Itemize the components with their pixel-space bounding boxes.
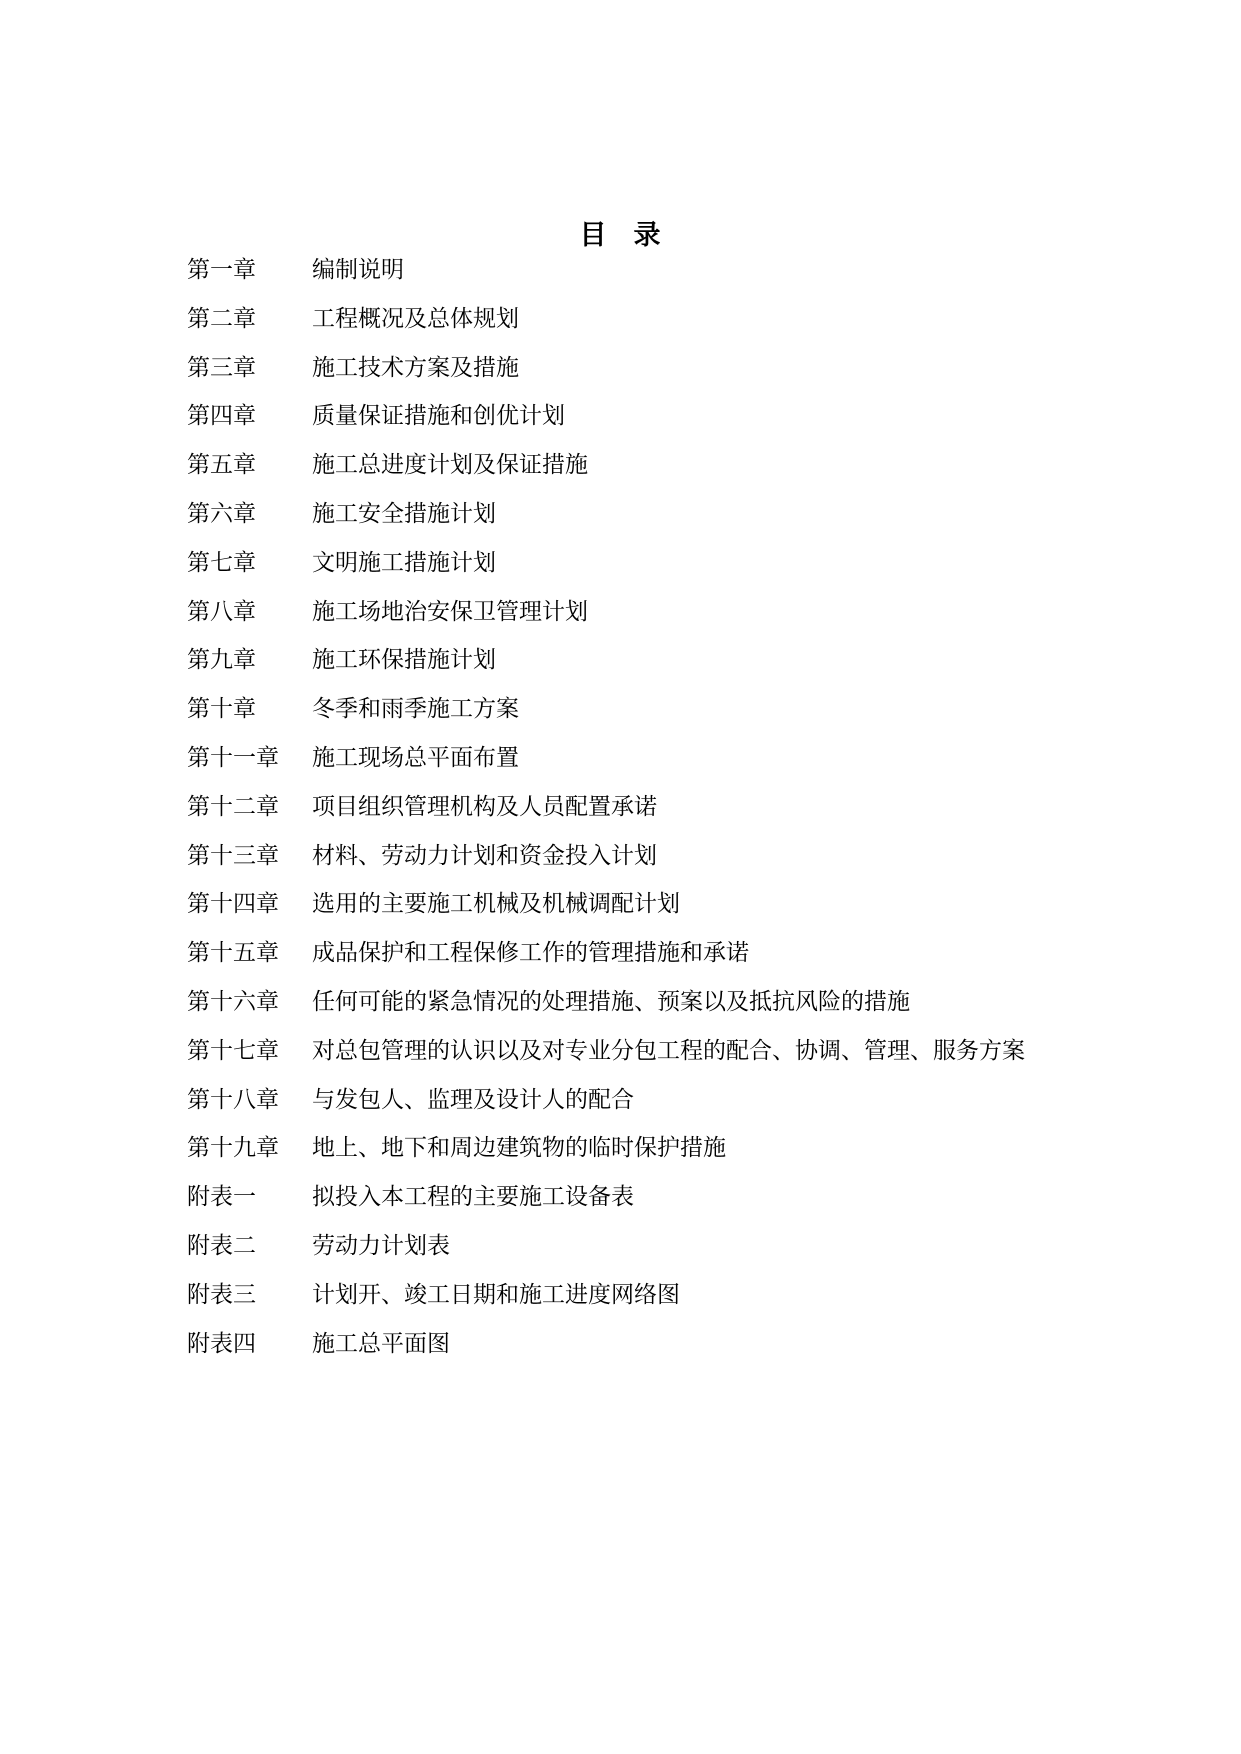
- toc-entry-number: 第六章: [187, 500, 256, 527]
- toc-entry-title: 编制说明: [312, 257, 404, 283]
- toc-entry-title: 选用的主要施工机械及机械调配计划: [312, 891, 680, 918]
- toc-entry-title: 施工总进度计划及保证措施: [312, 452, 588, 479]
- toc-entry-number: 第四章: [187, 403, 256, 430]
- toc-entry-number: 第十三章: [187, 842, 279, 869]
- toc-entry-number: 第十五章: [187, 940, 279, 967]
- toc-entry: [187, 933, 1147, 982]
- toc-entry: [187, 640, 1147, 689]
- toc-entry-title: 计划开、竣工日期和施工进度网络图: [312, 1281, 680, 1308]
- toc-entry-title: 工程概况及总体规划: [312, 305, 519, 332]
- toc-entry: [187, 494, 1147, 543]
- toc-entry: [187, 1031, 1147, 1080]
- toc-entry-title: 材料、劳动力计划和资金投入计划: [312, 842, 657, 869]
- toc-entry: [187, 445, 1147, 494]
- toc-entry-number: 附表三: [187, 1281, 256, 1308]
- toc-entry-title: 成品保护和工程保修工作的管理措施和承诺: [312, 940, 749, 967]
- toc-entry: [187, 1177, 1147, 1226]
- toc-entry-number: 第九章: [187, 647, 256, 674]
- toc-entry-title: 劳动力计划表: [312, 1232, 450, 1259]
- toc-entry-title: 施工环保措施计划: [312, 647, 496, 674]
- toc-entry-title: 质量保证措施和创优计划: [312, 403, 565, 430]
- toc-entry: [187, 1128, 1147, 1177]
- toc-entry-title: 施工场地治安保卫管理计划: [312, 598, 588, 625]
- toc-entry: [187, 348, 1147, 397]
- toc-title-right: 录: [633, 220, 662, 251]
- toc-entry-number: 第十八章: [187, 1086, 279, 1113]
- toc-entry: [187, 1275, 1147, 1324]
- toc-list: [187, 250, 1147, 1372]
- toc-entry-title: 文明施工措施计划: [312, 549, 496, 576]
- toc-entry: [187, 884, 1147, 933]
- toc-entry-number: 附表一: [187, 1184, 256, 1211]
- toc-entry-number: 第十一章: [187, 744, 279, 771]
- toc-entry: [187, 836, 1147, 885]
- toc-entry: [187, 1080, 1147, 1129]
- toc-entry: [187, 250, 1147, 299]
- toc-entry: [187, 1324, 1147, 1373]
- toc-entry-number: 第十四章: [187, 891, 279, 918]
- toc-entry: [187, 543, 1147, 592]
- toc-entry-title: 冬季和雨季施工方案: [312, 696, 519, 723]
- toc-entry-number: 第二章: [187, 305, 256, 332]
- toc-entry-number: 第十二章: [187, 793, 279, 820]
- toc-entry-number: 附表二: [187, 1232, 256, 1259]
- toc-entry-number: 第十章: [187, 696, 256, 723]
- toc-entry: [187, 299, 1147, 348]
- toc-entry-title: 项目组织管理机构及人员配置承诺: [312, 793, 657, 820]
- toc-entry-number: 第一章: [187, 257, 256, 283]
- toc-entry: [187, 1226, 1147, 1275]
- toc-entry: [187, 982, 1147, 1031]
- toc-entry-number: 第十六章: [187, 988, 279, 1015]
- toc-entry-title: 施工总平面图: [312, 1330, 450, 1357]
- toc-entry-number: 第三章: [187, 354, 256, 381]
- toc-entry-title: 拟投入本工程的主要施工设备表: [312, 1184, 634, 1211]
- toc-entry-number: 第十七章: [187, 1037, 279, 1064]
- toc-entry: [187, 689, 1147, 738]
- toc-entry: [187, 592, 1147, 641]
- toc-entry-title: 任何可能的紧急情况的处理措施、预案以及抵抗风险的措施: [312, 988, 910, 1015]
- toc-entry-title: 与发包人、监理及设计人的配合: [312, 1086, 634, 1113]
- toc-entry: [187, 738, 1147, 787]
- toc-entry-title: 施工技术方案及措施: [312, 354, 519, 381]
- toc-entry: [187, 787, 1147, 836]
- toc-entry-number: 第八章: [187, 598, 256, 625]
- toc-entry-title: 对总包管理的认识以及对专业分包工程的配合、协调、管理、服务方案: [312, 1037, 1025, 1064]
- toc-entry: [187, 396, 1147, 445]
- toc-entry-title: 地上、地下和周边建筑物的临时保护措施: [312, 1135, 726, 1162]
- toc-title-left: 目: [579, 220, 608, 251]
- toc-entry-number: 第十九章: [187, 1135, 279, 1162]
- toc-entry-number: 第五章: [187, 452, 256, 479]
- toc-entry-title: 施工安全措施计划: [312, 500, 496, 527]
- toc-entry-number: 第七章: [187, 549, 256, 576]
- toc-entry-title: 施工现场总平面布置: [312, 744, 519, 771]
- toc-entry-number: 附表四: [187, 1330, 256, 1357]
